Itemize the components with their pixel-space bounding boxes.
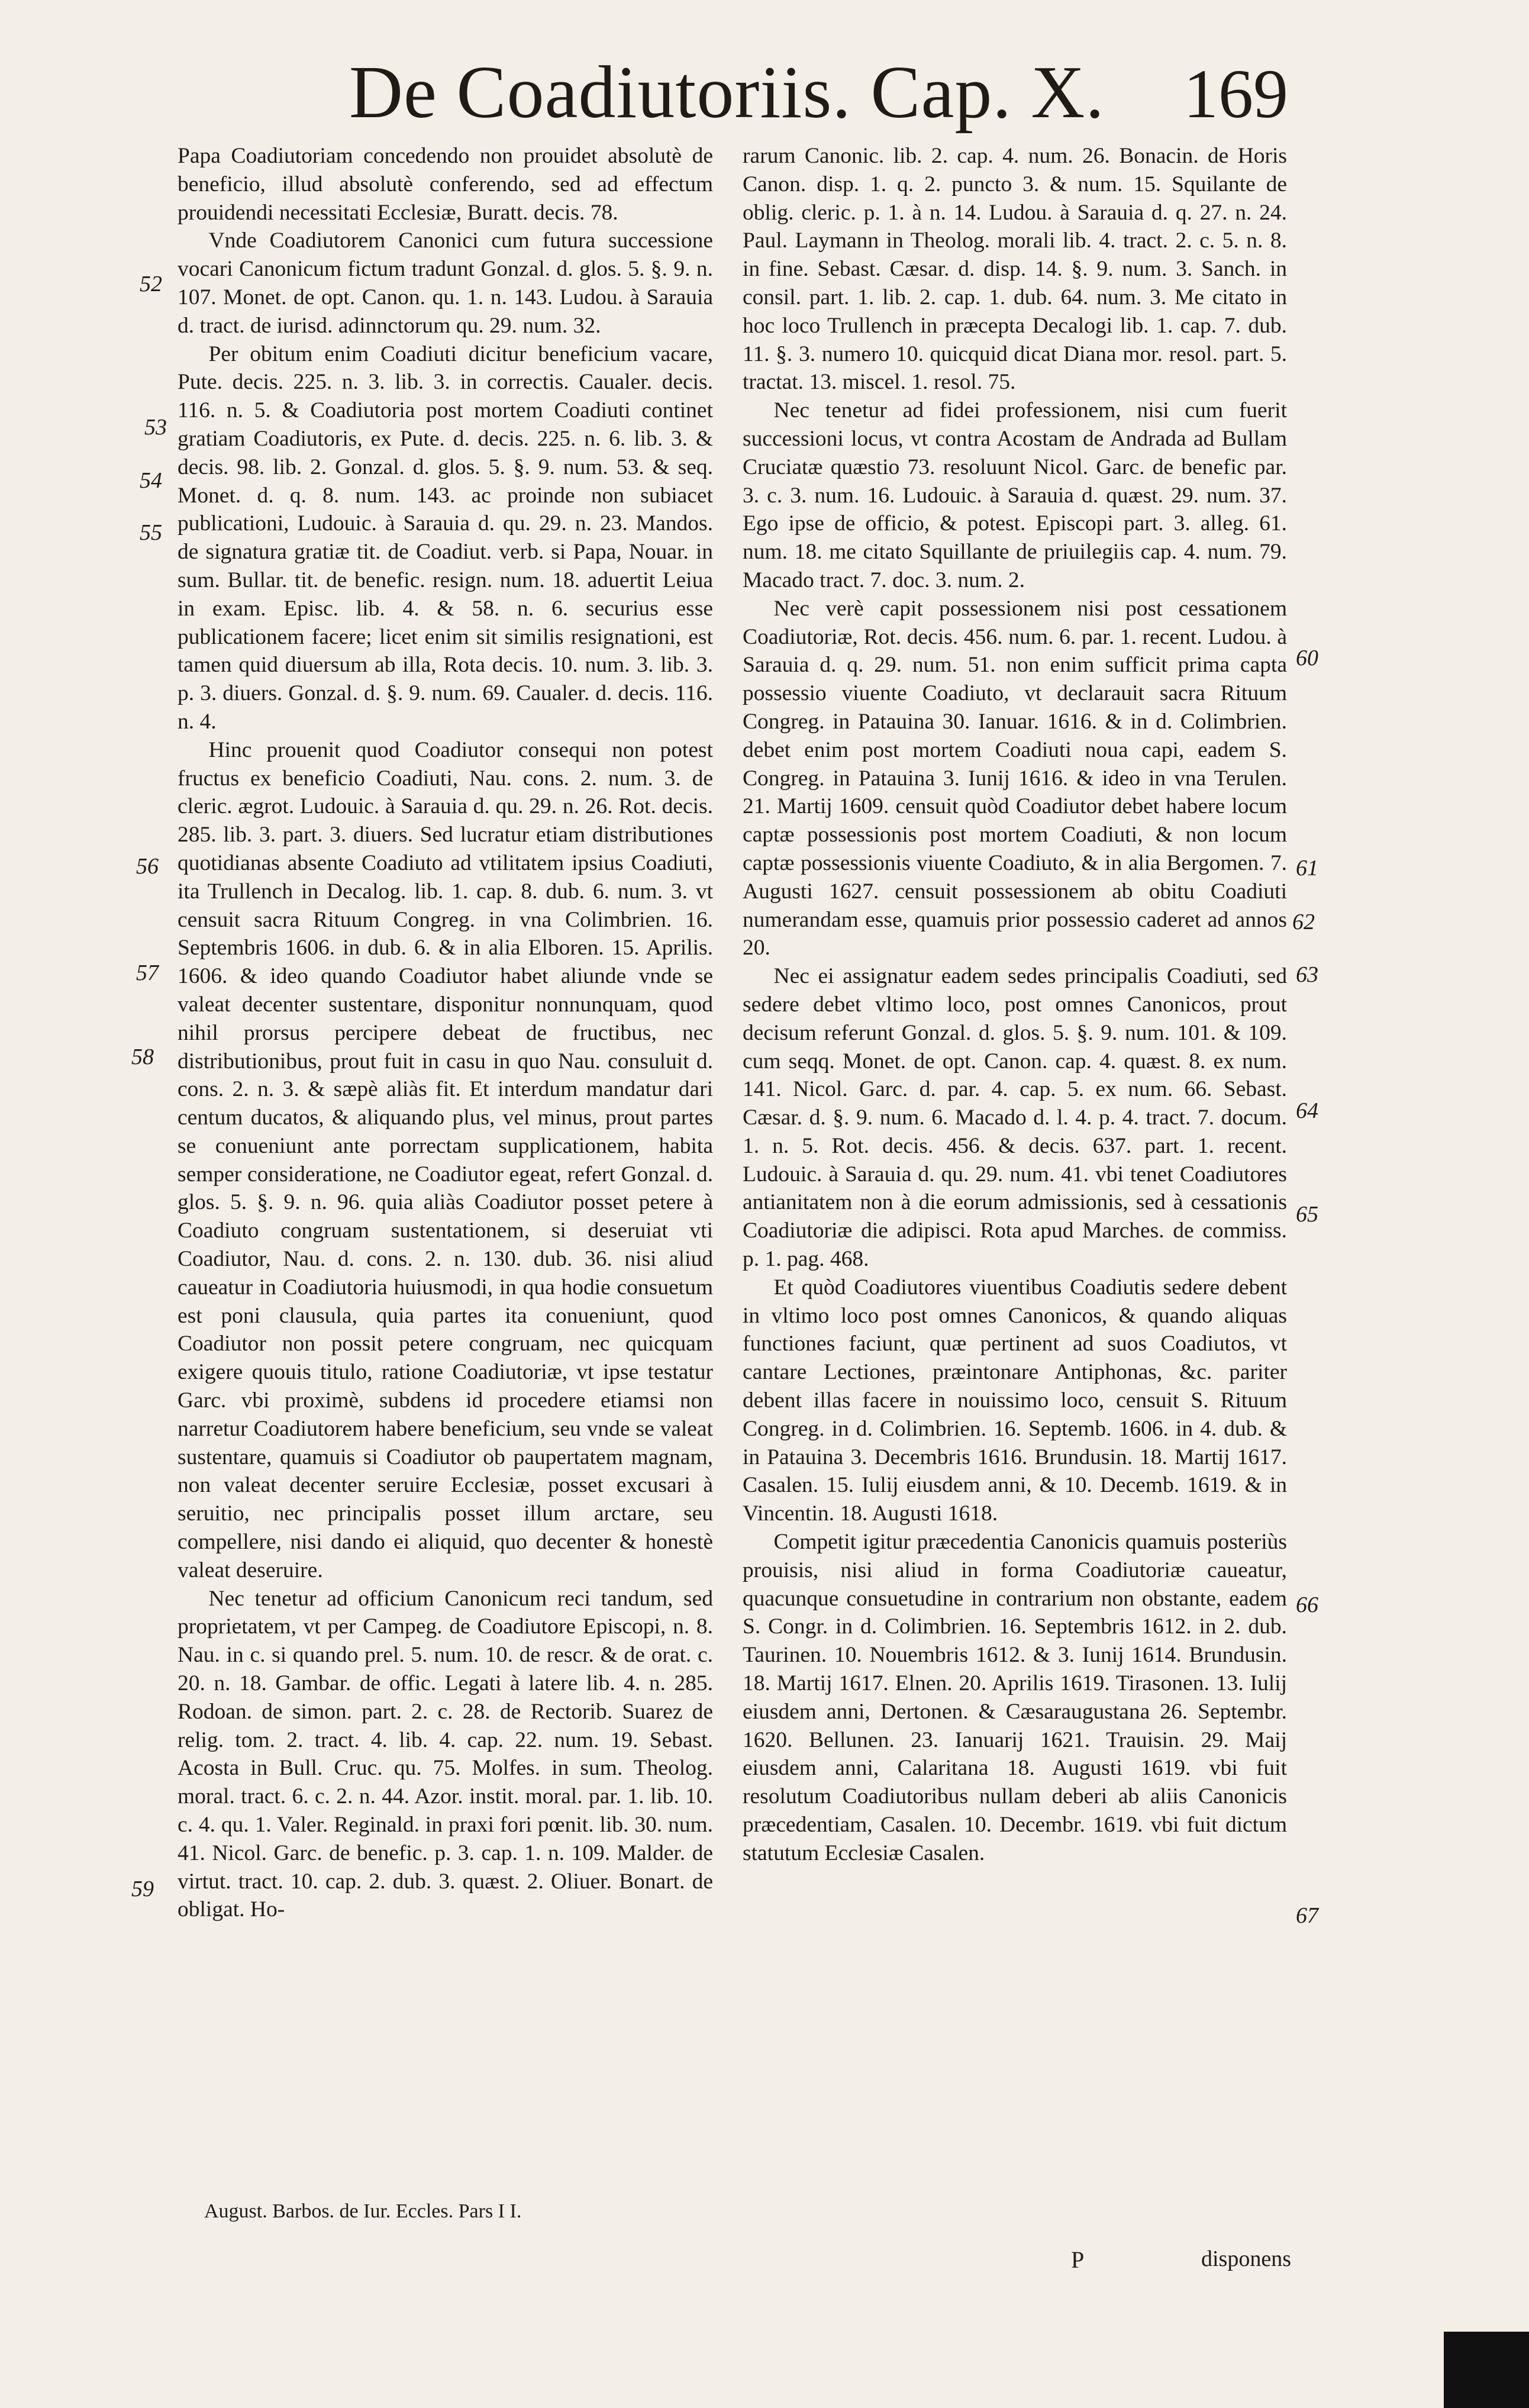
paragraph: Nec verè capit possessionem nisi post cessationem Coadiutoriæ, Rot. decis. 456. num. 6. par. 1. recent. Ludou. à Sarauia d. q. 29. num. 51. non enim sufficit prima capta possessio viuente Coadiuto, vt declarauit sacra Rituum Congreg. in Patauina 30. Ianuar. 1616. & in d. Colimbrien. debet enim post mortem Coadiuti noua capi, eadem S. Congreg. in Patauina 3. Iunij 1616. & ideo in vna Terulen. 21. Martij 1609. censuit quòd Coadiutor debet habere locum captæ possessionis post mortem Coadiuti, & non locum captæ possessionis viuente Coadiuto, & in alia Bergomen. 7. Augusti 1627. censuit possessionem ab obitu Coadiuti numerandam esse, quamuis prior possessio caderet ad annos 20. (743, 596, 1287, 960)
margin-number: 58 (131, 1045, 154, 1069)
margin-number: 56 (136, 854, 159, 879)
margin-number: 60 (1296, 646, 1318, 670)
margin-number: 54 (140, 468, 162, 493)
margin-number: 59 (131, 1877, 154, 1901)
paragraph: Et quòd Coadiutores viuentibus Coadiutis sedere debent in vltimo loco post omnes Canonicos, & quando aliquas functiones faciunt, quæ pertinent ad suos Coadiutos, vt cantare Lectiones, præintonare Antiphonas, &c. pariter debent illas facere in nouissimo loco, censuit S. Rituum Congreg. in d. Colimbrien. 16. Septemb. 1606. in 4. dub. & in Patauina 3. Decembris 1616. Brundusin. 18. Martij 1617. Casalen. 15. Iulij eiusdem anni, & 10. Decemb. 1619. & in Vincentin. 18. Augusti 1618. (743, 1275, 1287, 1526)
paragraph: Papa Coadiutoriam concedendo non prouidet absolutè de beneficio, illud absolutè conferendo, sed ad effectum prouidendi necessitati Ecclesiæ, Buratt. decis. 78. (178, 144, 713, 225)
margin-number: 64 (1296, 1098, 1318, 1123)
left-column (178, 142, 713, 1924)
paragraph: Hinc prouenit quod Coadiutor consequi non potest fructus ex beneficio Coadiuti, Nau. cons. 2. num. 3. de cleric. ægrot. Ludouic. à Sarauia d. qu. 29. n. 26. Rot. decis. 285. lib. 3. part. 3. diuers. Sed lucratur etiam distributiones quotidianas absente Coadiuto ad vtilitatem ipsius Coadiuti, ita Trullench in Decalog. lib. 1. cap. 8. dub. 6. num. 3. vt censuit sacra Rituum Congreg. in vna Colimbrien. 16. Septembris 1606. in dub. 6. & in alia Elboren. 15. Aprilis. 1606. & ideo quando Coadiutor habet aliunde vnde se valeat decenter sustentare, disponitur nonnunquam, quod nihil prorsus percipere debeat de fructibus, nec distributionibus, prout fuit in casu in quo Nau. consuluit d. cons. 2. n. 3. & sæpè aliàs fit. Et interdum mandatur dari centum ducatos, & aliquando plus, vel minus, prout partes se conueniunt ante porrectam supplicationem, habita semper consideratione, ne Coadiutor egeat, refert Gonzal. d. glos. 5. §. 9. n. 96. quia aliàs Coadiutor posset petere à Coadiuto congruam sustentationem, si deseruiat vti Coadiutor, Nau. d. cons. 2. n. 130. dub. 36. nisi aliud caueatur in Coadiutoria huiusmodi, in qua hodie consuetum est poni clausula, quia partes ita conueniunt, quod Coadiutor non possit petere congruam, nec quicquam exigere quouis titulo, ratione Coadiutoriæ, vt ipse testatur Garc. vbi proximè, subdens id procedere etiamsi non narretur Coadiutorem habere beneficium, seu vnde se valeat sustentare, quamuis si Coadiutor ob paupertatem magnam, non valeat decenter seruire Ecclesiæ, posset excusari à seruitio, nec principalis posset illum arctare, seu compellere, nisi dando ei aliquid, quo decenter & honestè valeat deseruire. (178, 737, 713, 1582)
paragraph: Per obitum enim Coadiuti dicitur beneficium vacare, Pute. decis. 225. n. 3. lib. 3. in correctis. Caualer. decis. 116. n. 5. & Coadiutoria post mortem Coadiuti continet gratiam Coadiutoris, ex Pute. d. decis. 225. n. 6. lib. 3. & decis. 98. lib. 2. Gonzal. d. glos. 5. §. 9. num. 53. & seq. Monet. d. q. 8. num. 143. ac proinde non subiacet publicationi, Ludouic. à Sarauia d. qu. 29. n. 23. Mandos. de signatura gratiæ tit. de Coadiut. verb. si Papa, Nouar. in sum. Bullar. tit. de benefic. resign. num. 18. aduertit Leiua in exam. Episc. lib. 4. & 58. n. 6. securius esse publicationem facere; licet enim sit similis resignationi, est tamen quid diuersum ab illa, Rota decis. 10. num. 3. lib. 3. p. 3. diuers. Gonzal. d. §. 9. num. 69. Caualer. d. decis. 116. n. 4. (178, 341, 713, 734)
paragraph: rarum Canonic. lib. 2. cap. 4. num. 26. Bonacin. de Horis Canon. disp. 1. q. 2. puncto 3. & num. 15. Squilante de oblig. cleric. p. 1. à n. 14. Ludou. à Sarauia d. q. 27. n. 24. Paul. Laymann in Theolog. morali lib. 4. tract. 2. c. 5. n. 8. in fine. Sebast. Cæsar. d. disp. 14. §. 9. num. 3. Sanch. in consil. part. 1. lib. 2. cap. 1. dub. 64. num. 3. Me citato in hoc loco Trullench in præcepta Decalogi lib. 1. cap. 7. dub. 11. §. 3. numero 10. quicquid dicat Diana mor. resol. part. 5. tractat. 13. miscel. 1. resol. 75. (743, 144, 1287, 395)
margin-number: 63 (1296, 962, 1318, 987)
margin-number: 67 (1296, 1903, 1318, 1928)
paragraph: Vnde Coadiutorem Canonici cum futura successione vocari Canonicum fictum tradunt Gonzal. d. glos. 5. §. 9. n. 107. Monet. de opt. Canon. qu. 1. n. 143. Ludou. à Sarauia d. tract. de iurisd. adinnctorum qu. 29. num. 32. (178, 228, 713, 338)
paragraph: Nec tenetur ad fidei professionem, nisi cum fuerit successioni locus, vt contra Acostam de Andrada ad Bullam Cruciatæ quæstio 73. resoluunt Nicol. Garc. de benefic par. 3. c. 3. num. 16. Ludouic. à Sarauia d. quæst. 29. num. 37. Ego ipse de officio, & potest. Episcopi part. 3. alleg. 61. num. 18. me citato Squillante de priuilegiis cap. 4. num. 79. Macado tract. 7. doc. 3. num. 2. (743, 398, 1287, 592)
margin-number: 55 (140, 520, 162, 545)
paragraph: Competit igitur præcedentia Canonicis quamuis posteriùs prouisis, nisi aliud in forma Coadiutoriæ caueatur, quacunque consuetudine in contrarium non obstante, eadem S. Congr. in d. Colimbrien. 16. Septembris 1612. in 2. dub. Taurinen. 10. Nouembris 1612. & 3. Iunij 1614. Brundusin. 18. Martij 1617. Elnen. 20. Aprilis 1619. Tirasonen. 13. Iulij eiusdem anni, Dertonen. & Cæsaraugustana 26. Septembr. 1620. Bellunen. 23. Ianuarij 1621. Trauisin. 29. Maij eiusdem anni, Calaritana 18. Augusti 1619. vbi fuit resolutum Coadiutoribus nullam deberi ab aliis Canonicis præcedentiam, Casalen. 10. Decembr. 1619. vbi fuit dictum statutum Ecclesiæ Casalen. (743, 1530, 1287, 1865)
signature-mark: P (1071, 2246, 1085, 2273)
margin-number: 53 (144, 415, 167, 440)
page-number: 169 (1183, 55, 1288, 133)
margin-number: 61 (1296, 856, 1318, 881)
paragraph: Nec tenetur ad officium Canonicum reci tandum, sed proprietatem, vt per Campeg. de Coadiutore Episcopi, n. 8. Nau. in c. si quando prel. 5. num. 10. de rescr. & de orat. c. 20. n. 18. Gambar. de offic. Legati à latere lib. 4. n. 285. Rodoan. de simon. part. 2. c. 28. de Rectorib. Suarez de relig. tom. 2. tract. 4. lib. 4. cap. 22. num. 19. Sebast. Acosta in Bull. Cruc. qu. 75. Molfes. in sum. Theolog. moral. tract. 6. c. 2. n. 44. Azor. instit. moral. par. 1. lib. 10. c. 4. qu. 1. Valer. Reginald. in praxi fori pœnit. lib. 30. num. 41. Nicol. Garc. de benefic. p. 3. cap. 1. n. 109. Malder. de virtut. tract. 10. cap. 2. dub. 3. quæst. 2. Oliuer. Bonart. de obligat. Ho- (178, 1586, 713, 1922)
paragraph: Nec ei assignatur eadem sedes principalis Coadiuti, sed sedere debet vltimo loco, post omnes Canonicos, prout decisum referunt Gonzal. d. glos. 5. §. 9. num. 101. & 109. cum seqq. Monet. de opt. Canon. cap. 4. quæst. 8. ex num. 141. Nicol. Garc. d. par. 4. cap. 5. ex num. 66. Sebast. Cæsar. d. §. 9. num. 6. Macado d. l. 4. p. 4. tract. 7. docum. 1. n. 5. Rot. decis. 456. & decis. 637. part. 1. recent. Ludouic. à Sarauia d. qu. 29. num. 41. vbi tenet Coadiutores antianitatem non à die eorum admissionis, sed à cessationis Coadiutoriæ die adipisci. Rota apud Marches. de commiss. p. 1. pag. 468. (743, 964, 1287, 1272)
running-title: De Coadiutoriis. Cap. X. (349, 51, 1105, 134)
margin-number: 65 (1296, 1202, 1318, 1227)
margin-number: 57 (136, 960, 159, 985)
right-column (743, 142, 1287, 1868)
margin-number: 52 (140, 272, 162, 296)
catchword: disponens (1201, 2246, 1291, 2271)
margin-number: 62 (1292, 910, 1315, 934)
left-margin (0, 0, 178, 2408)
corner-shadow (1444, 2332, 1529, 2408)
footer-source-line: August. Barbos. de Iur. Eccles. Pars I I. (204, 2200, 522, 2222)
right-margin (1290, 0, 1467, 2408)
margin-number: 66 (1296, 1593, 1318, 1617)
